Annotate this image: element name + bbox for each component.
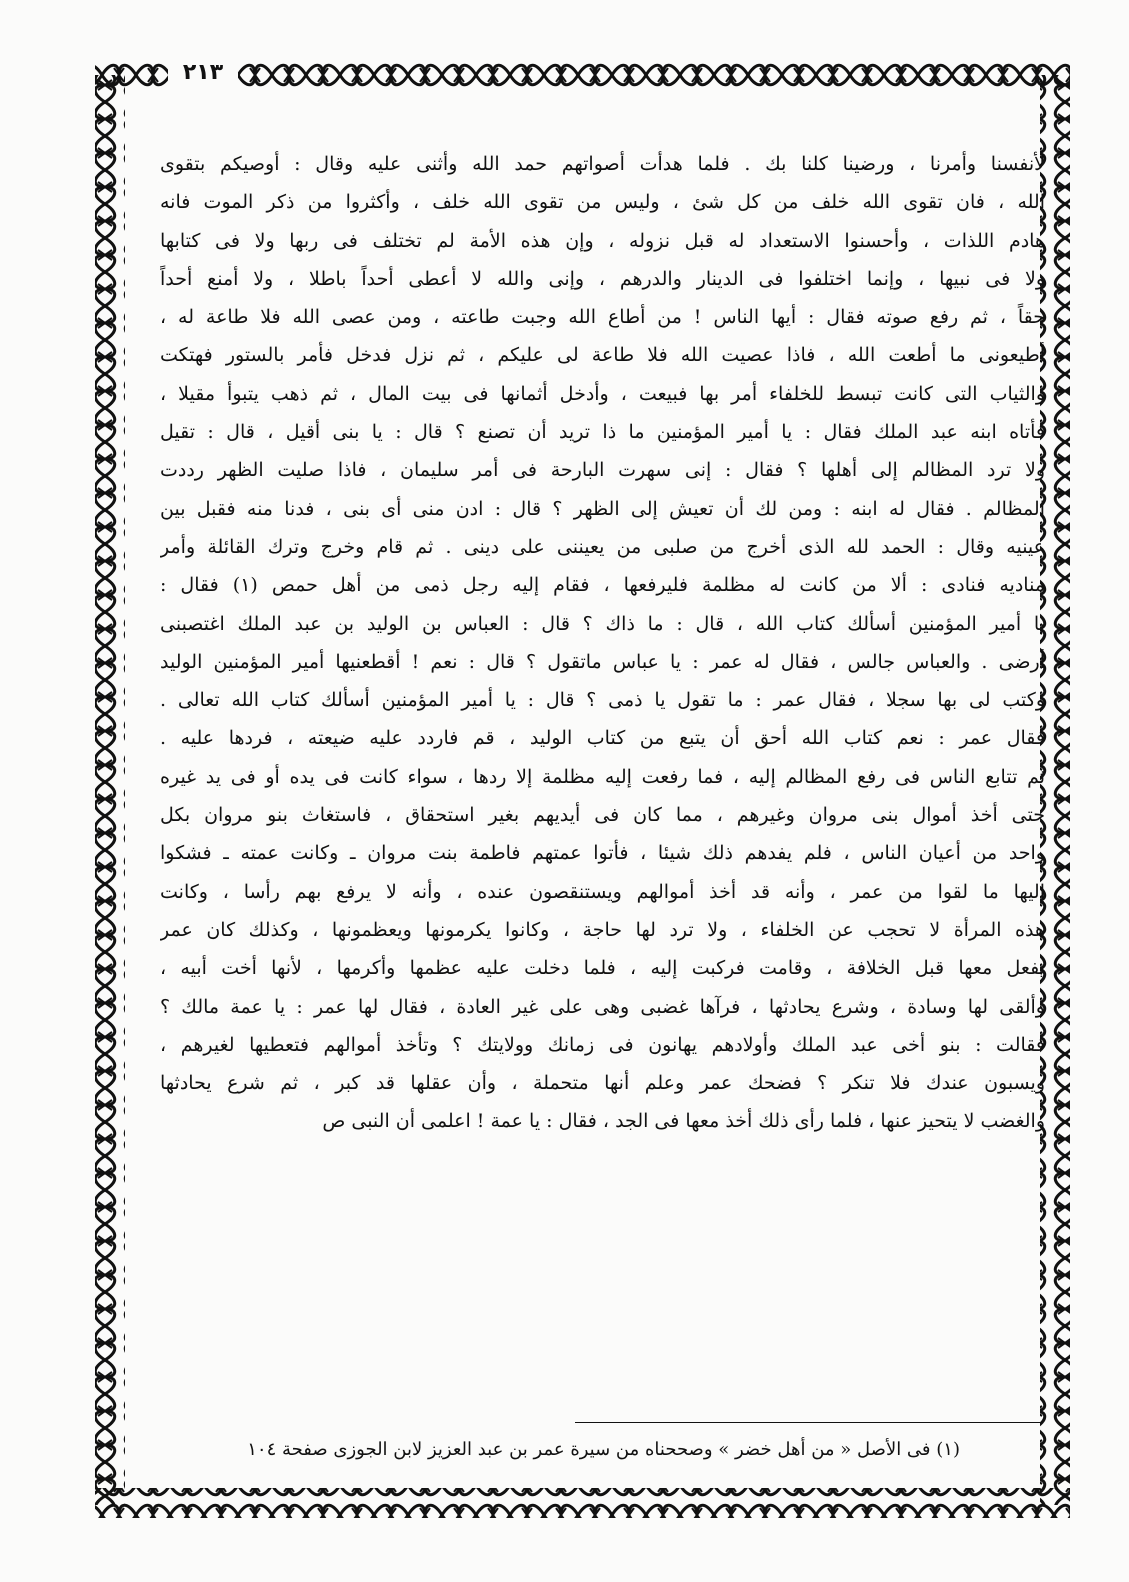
text-line: وألقى لها وسادة ، وشرع يحادثها ، فرآها غضبى وهى على غير العادة ، فقال لها عمر : يا عمة مالك ؟ [160, 995, 1045, 1018]
text-line: المظالم . فقال له ابنه : ومن لك أن تعيش إلى الظهر ؟ قال : ادن منى أى بنى ، فدنا منه فقبل بين [160, 497, 1045, 520]
text-line: حقاً ، ثم رفع صوته فقال : أيها الناس ! من أطاع الله وجبت طاعته ، ومن عصى الله فلا طاعة له ، [160, 306, 1045, 329]
text-line: حتى أخذ أموال بنى مروان وغيرهم ، مما كان فى أيديهم بغير استحقاق ، فاستغاث بنو مروان بكل [160, 804, 1045, 827]
text-line: أرضى . والعباس جالس ، فقال له عمر : يا عباس ماتقول ؟ قال : نعم ! أقطعنيها أمير المؤمنين الوليد [160, 650, 1045, 673]
text-line: واحد من أعيان الناس ، فلم يفدهم ذلك شيئا ، فأتوا عمتهم فاطمة بنت مروان ـ وكانت عمته ـ فشكوا [160, 842, 1045, 865]
text-line: وكتب لى بها سجلا ، فقال عمر : ما تقول يا ذمى ؟ قال : يا أمير المؤمنين أسألك كتاب الله تعالى . [160, 689, 1045, 712]
text-line: عينيه وقال : الحمد لله الذى أخرج من صلبى من يعيننى على دينى . ثم قام وخرج وترك القائلة وأمر [160, 535, 1045, 558]
text-line: ولا ترد المظالم إلى أهلها ؟ فقال : إنى سهرت البارحة فى أمر سليمان ، فاذا صليت الظهر رددت [160, 459, 1045, 482]
text-line: ثم تتابع الناس فى رفع المظالم إليه ، فما رفعت إليه مظلمة إلا ردها ، سواء كانت فى يده أو فى يد غيره [160, 765, 1045, 788]
text-line: هذه المرأة لا تحجب عن الخلفاء ، ولا ترد لها حاجة ، وكانوا يكرمونها ويعظمونها ، وكذلك كان عمر [160, 918, 1045, 941]
text-line: الله ، فان تقوى الله خلف من كل شئ ، وليس من تقوى الله خلف ، وأكثروا من ذكر الموت فانه [160, 191, 1045, 214]
text-line: لأنفسنا وأمرنا ، ورضينا كلنا بك . فلما هدأت أصواتهم حمد الله وأثنى عليه وقال : أوصيكم بتقوى [160, 153, 1045, 175]
text-line: إليها ما لقوا من عمر ، وأنه قد أخذ أموالهم ويستنقصون عنده ، وأنه لا يرفع بهم رأسا ، وكانت [160, 880, 1045, 903]
text-line: يا أمير المؤمنين أسألك كتاب الله ، قال : ما ذاك ؟ قال : العباس بن الوليد بن عبد الملك اغتصبنى [160, 612, 1045, 635]
footnote-divider [575, 1422, 1040, 1423]
text-line: مناديه فنادى : ألا من كانت له مظلمة فليرفعها ، فقام إليه رجل ذمى من أهل حمص (١) فقال : [160, 574, 1045, 597]
body-text [160, 145, 1045, 1510]
text-line: أطيعونى ما أطعت الله ، فاذا عصيت الله فلا طاعة لى عليكم ، ثم نزل فدخل فأمر بالستور فهتكت [160, 344, 1045, 367]
border-left [95, 75, 125, 1505]
text-line: هادم اللذات ، وأحسنوا الاستعداد له قبل نزوله ، وإن هذه الأمة لم تختلف فى ربها ولا فى كتابها [160, 229, 1045, 252]
text-line: ويسبون عندك فلا تنكر ؟ فضحك عمر وعلم أنها متحملة ، وأن عقلها قد كبر ، ثم شرع يحادثها [160, 1072, 1045, 1095]
text-line: فقالت : بنو أخى عبد الملك وأولادهم يهانون فى زمانك وولايتك ؟ وتأخذ أموالهم فتعطيها لغيرهم ، [160, 1033, 1045, 1056]
footnote: (١) فى الأصل « من أهل خضر » وصححناه من سيرة عمر بن عبد العزيز لابن الجوزى صفحة ١٠٤ [247, 1439, 960, 1460]
page-number: ٢١٣ [168, 58, 238, 88]
text-line: والثياب التى كانت تبسط للخلفاء أمر بها فبيعت ، وأدخل أثمانها فى بيت المال ، ثم ذهب يتبوأ مقيلا ، [160, 382, 1045, 405]
text-line: ولا فى نبيها ، وإنما اختلفوا فى الدينار والدرهم ، وإنى والله لا أعطى أحداً باطلا ، ولا أمنع أحداً [160, 267, 1045, 290]
text-line: فقال عمر : نعم كتاب الله أحق أن يتبع من كتاب الوليد ، قم فاردد عليه ضيعته ، فردها عليه . [160, 727, 1045, 750]
border-top [95, 58, 1070, 88]
text-line: والغضب لا يتحيز عنها ، فلما رأى ذلك أخذ معها فى الجد ، فقال : يا عمة ! اعلمى أن النبى ص [322, 1110, 1045, 1133]
text-line: يفعل معها قبل الخلافة ، وقامت فركبت إليه ، فلما دخلت عليه عظمها وأكرمها ، لأنها أخت أبيه ، [160, 957, 1045, 980]
text-line: فأتاه ابنه عبد الملك فقال : يا أمير المؤمنين ما ذا تريد أن تصنع ؟ قال : يا بنى أقيل ، قال : تقيل [160, 421, 1045, 444]
